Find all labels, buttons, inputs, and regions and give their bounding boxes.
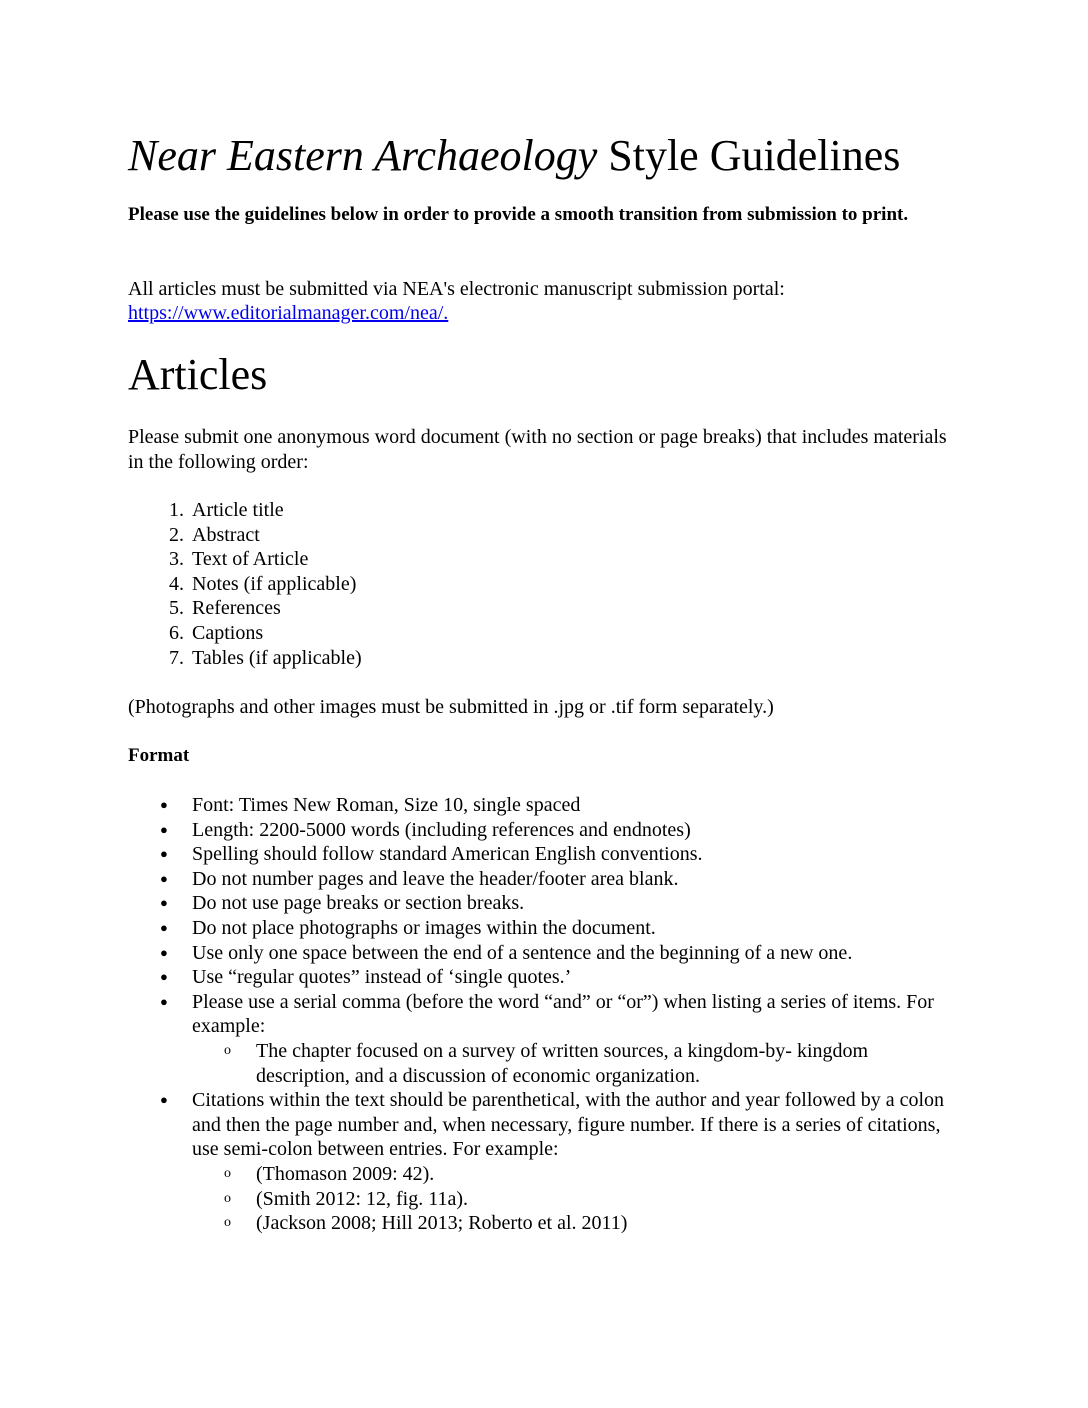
format-list-item — [128, 916, 958, 941]
example-item — [192, 1162, 958, 1187]
example-text: The chapter focused on a survey of written sources, a kingdom-by- kingdom description, and a discussion of economic organization. — [256, 1039, 869, 1087]
bullet-icon: ● — [160, 846, 168, 862]
format-list-item — [128, 867, 958, 892]
example-text: (Thomason 2009: 42). — [256, 1162, 435, 1185]
articles-intro-paragraph: Please submit one anonymous word document (with no section or page breaks) that includes materials in the following order: — [128, 426, 947, 473]
submission-paragraph — [128, 277, 968, 325]
format-list-item — [128, 818, 958, 843]
format-list-item — [128, 1088, 958, 1236]
bullet-icon: ● — [160, 919, 168, 935]
order-number: 6. — [169, 621, 184, 644]
order-list-item — [128, 646, 362, 671]
bullet-icon: ● — [160, 870, 168, 886]
order-number: 5. — [169, 597, 184, 620]
bullet-icon: ● — [160, 993, 168, 1009]
section-heading-articles: Articles — [128, 350, 268, 399]
example-list — [192, 1162, 958, 1236]
example-item — [192, 1039, 958, 1088]
title-regular-part: Style Guidelines — [597, 131, 901, 180]
example-item — [192, 1187, 958, 1212]
format-list-item — [128, 842, 958, 867]
order-item-text: Tables (if applicable) — [192, 646, 362, 669]
format-list-item — [128, 990, 958, 1088]
format-item-text: Font: Times New Roman, Size 10, single spaced — [192, 794, 581, 816]
submission-text: All articles must be submitted via NEA's electronic manuscript submission portal: — [128, 278, 785, 300]
format-item-text: Please use a serial comma (before the word “and” or “or”) when listing a series of items. For example: — [192, 990, 934, 1038]
order-item-text: Text of Article — [192, 548, 309, 571]
format-list-item — [128, 941, 958, 966]
circle-bullet-icon: o — [224, 1165, 231, 1181]
format-item-text: Citations within the text should be parenthetical, with the author and year followed by a colon and then the page number and, when necessary, figure number. If there is a series of citations, use semi-colon between entries. For example: — [192, 1089, 945, 1161]
format-list-item — [128, 965, 958, 990]
format-item-text: Use “regular quotes” instead of ‘single quotes.’ — [192, 966, 572, 989]
order-list-item — [128, 596, 362, 621]
order-list-item — [128, 621, 362, 646]
order-number: 1. — [169, 499, 184, 521]
format-item-text: Length: 2200-5000 words (including references and endnotes) — [192, 818, 691, 841]
format-item-text: Use only one space between the end of a sentence and the beginning of a new one. — [192, 941, 853, 964]
order-list-item — [128, 498, 362, 523]
example-text: (Jackson 2008; Hill 2013; Roberto et al. 2011) — [256, 1212, 628, 1235]
intro-paragraph: Please use the guidelines below in order to provide a smooth transition from submission to print. — [128, 204, 909, 225]
order-item-text: Captions — [192, 621, 264, 644]
format-list-item — [128, 793, 958, 818]
bullet-icon: ● — [160, 821, 168, 837]
photos-note: (Photographs and other images must be submitted in .jpg or .tif form separately.) — [128, 696, 774, 718]
order-number: 4. — [169, 572, 184, 595]
format-rules-list — [128, 793, 958, 1236]
format-item-text: Do not number pages and leave the header/footer area blank. — [192, 867, 679, 890]
order-item-text: References — [192, 597, 281, 620]
circle-bullet-icon: o — [224, 1190, 231, 1206]
circle-bullet-icon: o — [224, 1042, 231, 1058]
example-text: (Smith 2012: 12, fig. 11a). — [256, 1187, 469, 1210]
order-list-item — [128, 523, 362, 548]
format-item-text: Do not use page breaks or section breaks. — [192, 892, 525, 915]
format-item-text: Do not place photographs or images within the document. — [192, 916, 656, 939]
order-number: 2. — [169, 523, 184, 546]
bullet-icon: ● — [160, 797, 168, 812]
submission-portal-link[interactable]: https://www.editorialmanager.com/nea/. — [128, 302, 449, 324]
example-list — [192, 1039, 958, 1088]
order-list-item — [128, 572, 362, 597]
format-item-text: Spelling should follow standard American English conventions. — [192, 843, 703, 866]
format-heading: Format — [128, 745, 190, 766]
order-number: 3. — [169, 548, 184, 571]
order-item-text: Article title — [192, 499, 284, 521]
order-item-text: Abstract — [192, 523, 260, 546]
order-list-item — [128, 547, 362, 572]
format-list-item — [128, 891, 958, 916]
bullet-icon: ● — [160, 944, 168, 960]
circle-bullet-icon: o — [224, 1215, 231, 1231]
materials-order-list — [128, 498, 362, 670]
example-item — [192, 1211, 958, 1236]
page-title — [128, 128, 900, 184]
bullet-icon: ● — [160, 1092, 168, 1108]
bullet-icon: ● — [160, 969, 168, 985]
title-italic-part: Near Eastern Archaeology — [128, 131, 598, 180]
bullet-icon: ● — [160, 895, 168, 911]
order-number: 7. — [169, 646, 184, 669]
order-item-text: Notes (if applicable) — [192, 572, 357, 595]
